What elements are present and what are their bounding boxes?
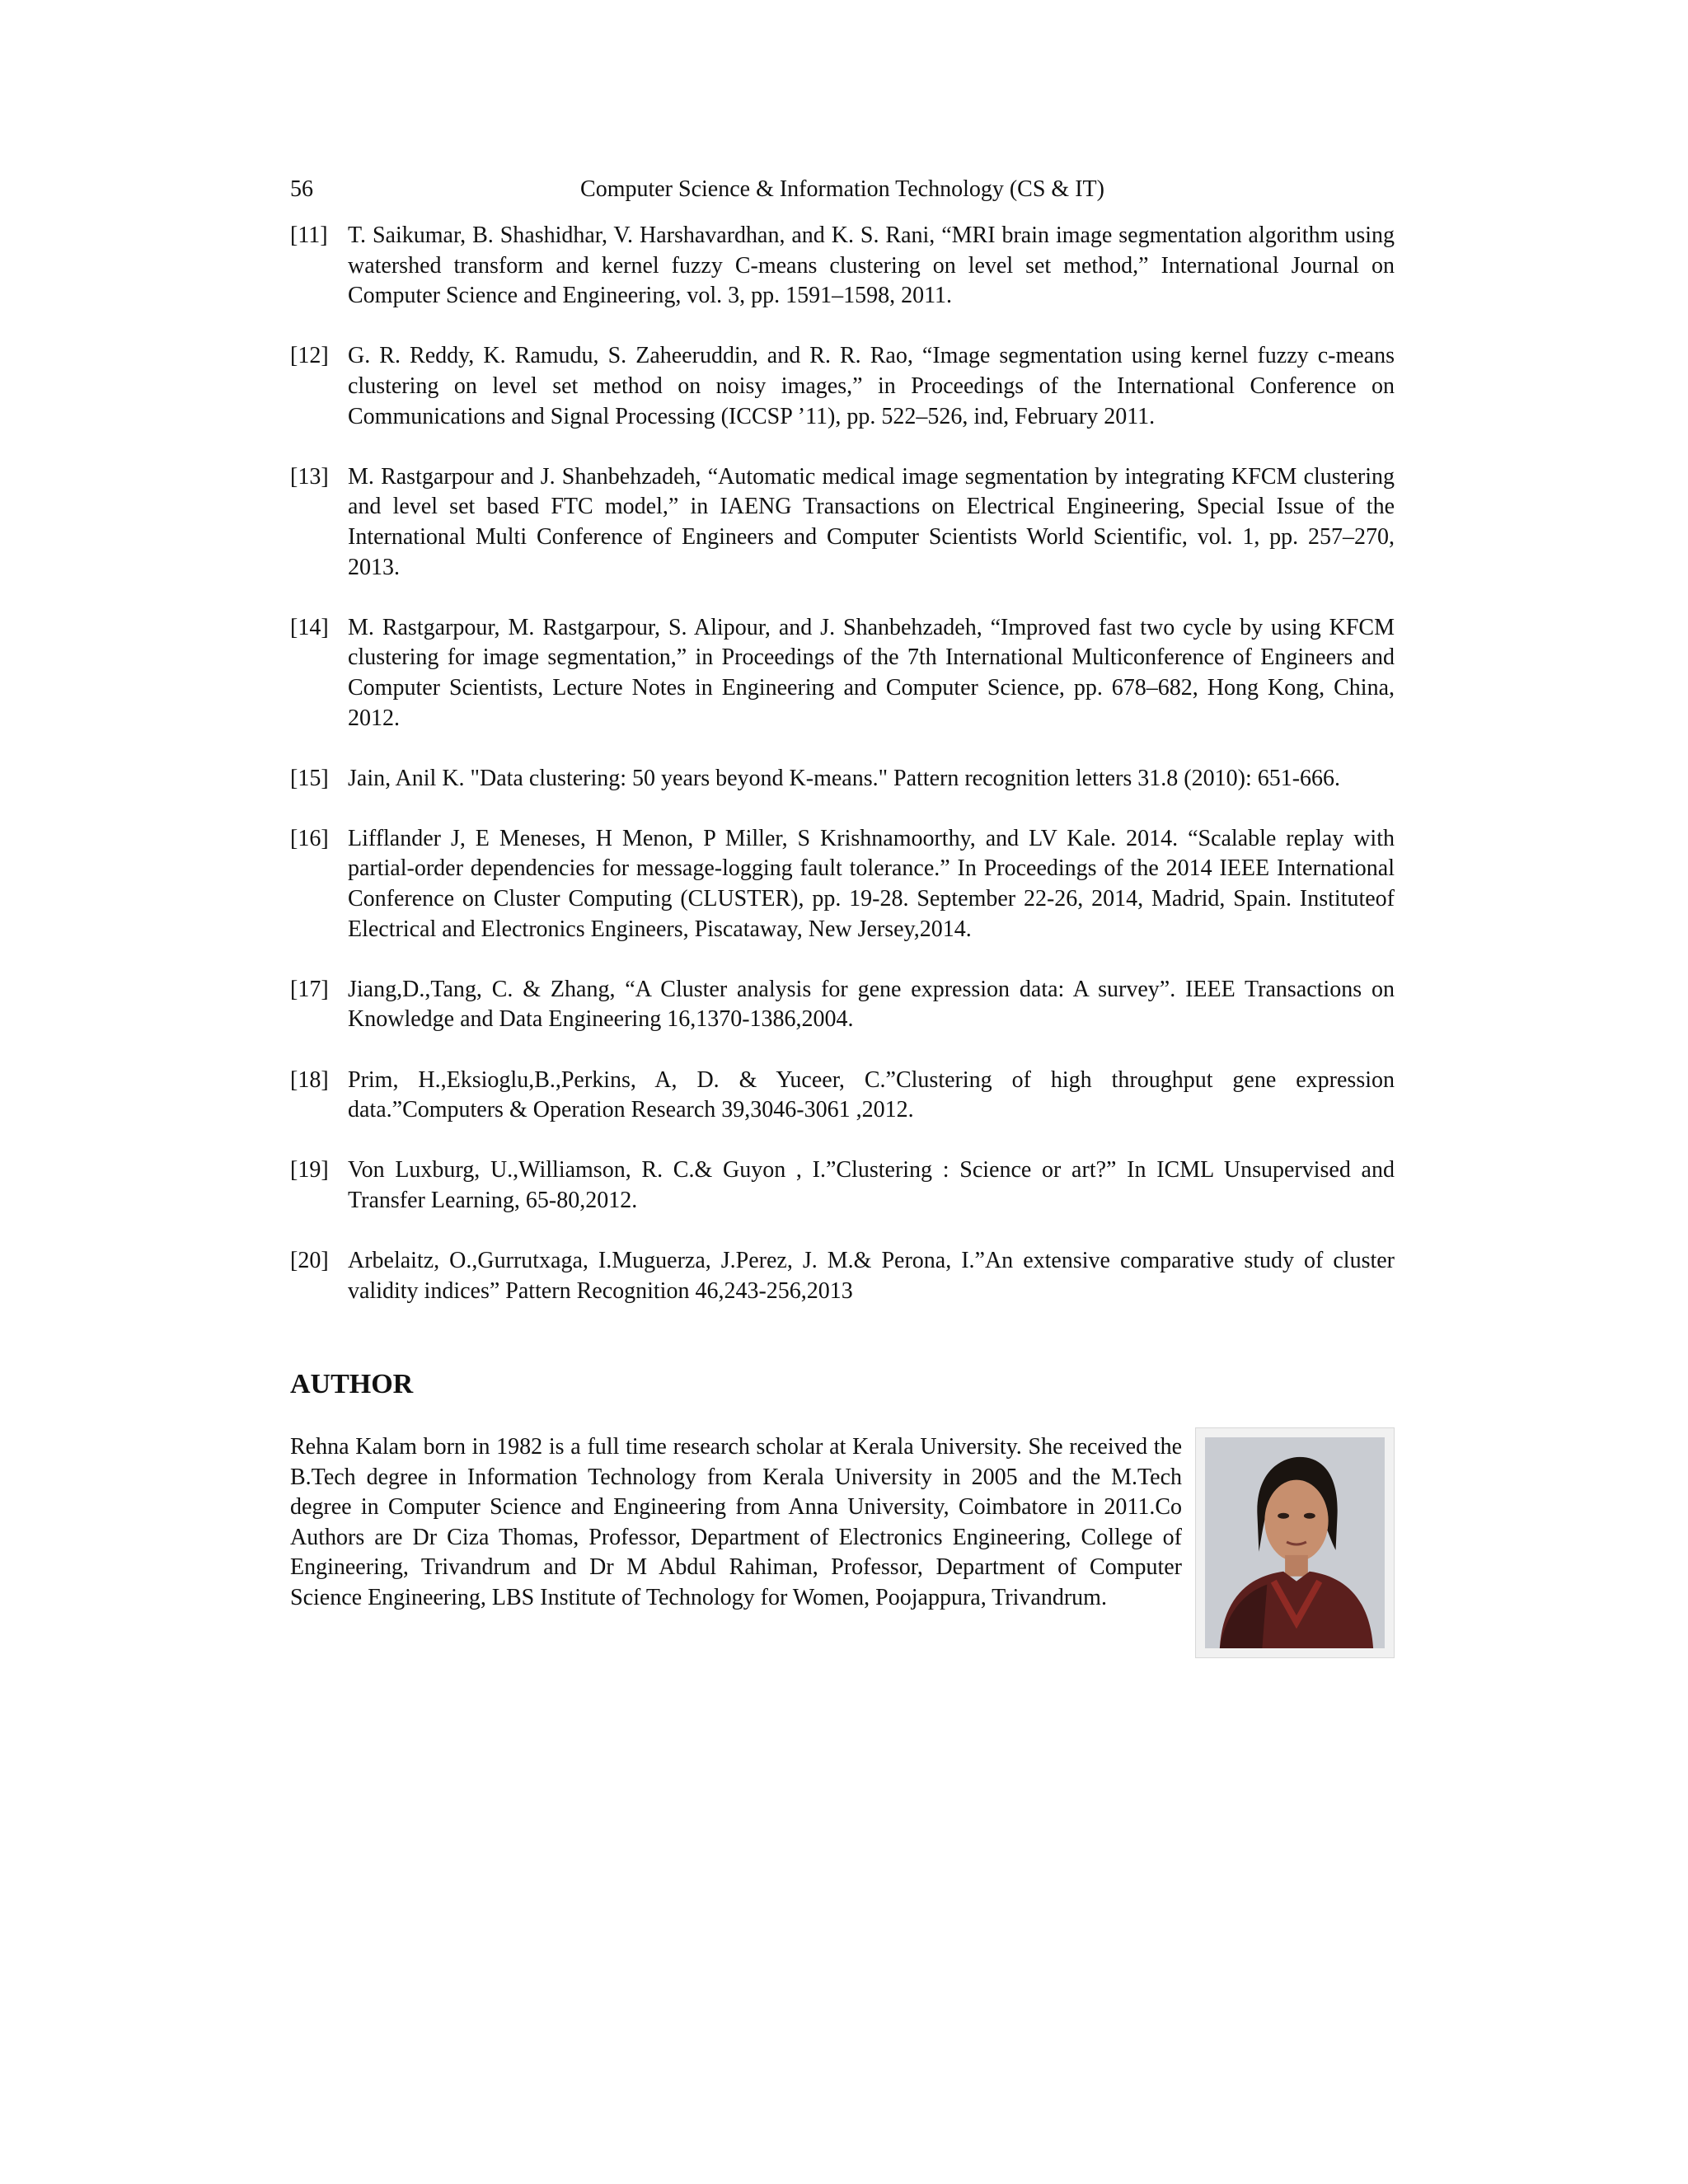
- author-bio: Rehna Kalam born in 1982 is a full time research scholar at Kerala University. She received the B.Tech degree in Information Technology from Kerala University in 2005 and the M.Tech degree in Computer Science and Engineering from Anna University, Coimbatore in 2011.Co Authors are Dr Ciza Thomas, Professor, Department of Electronics Engineering, College of Engineering, Trivandrum and Dr M Abdul Rahiman, Professor, Department of Computer Science Engineering, LBS Institute of Technology for Women, Poojappura, Trivandrum.: [290, 1434, 1182, 1610]
- reference-number: [15]: [290, 765, 329, 791]
- reference-text: Arbelaitz, O.,Gurrutxaga, I.Muguerza, J.Perez, J. M.& Perona, I.”An extensive comparative study of cluster validity indices” Pattern Recognition 46,243-256,2013: [348, 1248, 1395, 1304]
- reference-item: [290, 462, 1395, 583]
- reference-number: [17]: [290, 976, 329, 1002]
- reference-item: [290, 1155, 1395, 1216]
- reference-number: [18]: [290, 1066, 329, 1093]
- reference-item: [290, 975, 1395, 1035]
- reference-item: [290, 824, 1395, 944]
- reference-number: [19]: [290, 1157, 329, 1183]
- page-number: 56: [290, 176, 313, 202]
- photo-face: [1264, 1480, 1328, 1562]
- reference-text: Lifflander J, E Meneses, H Menon, P Miller, S Krishnamoorthy, and LV Kale. 2014. “Scalable replay with partial-order dependencies for message-logging fault tolerance.” In Proceedings of the 2014 IEEE International Conference on Cluster Computing (CLUSTER), pp. 19-28. September 22-26, 2014, Madrid, Spain. Instituteof Electrical and Electronics Engineers, Piscataway, New Jersey,2014.: [348, 825, 1395, 942]
- reference-item: [290, 1066, 1395, 1126]
- author-photo: [1195, 1427, 1395, 1658]
- reference-text: Jiang,D.,Tang, C. & Zhang, “A Cluster analysis for gene expression data: A survey”. IEEE Transactions on Knowledge and Data Engineering 16,1370-1386,2004.: [348, 976, 1395, 1033]
- photo-right-eye: [1304, 1513, 1315, 1519]
- reference-item: [290, 221, 1395, 312]
- photo-neck: [1285, 1555, 1308, 1577]
- running-title: Computer Science & Information Technology (CS & IT): [580, 176, 1104, 202]
- reference-list: [290, 221, 1395, 1337]
- reference-item: [290, 764, 1395, 794]
- reference-number: [14]: [290, 614, 329, 640]
- page-header: [290, 173, 1395, 206]
- reference-item: [290, 341, 1395, 432]
- author-portrait-icon: [1205, 1437, 1385, 1648]
- reference-text: G. R. Reddy, K. Ramudu, S. Zaheeruddin, and R. R. Rao, “Image segmentation using kernel fuzzy c-means clustering on level set method on noisy images,” in Proceedings of the International Conference on Communications and Signal Processing (ICCSP ’11), pp. 522–526, ind, February 2011.: [348, 343, 1395, 429]
- reference-text: T. Saikumar, B. Shashidhar, V. Harshavardhan, and K. S. Rani, “MRI brain image segmentation algorithm using watershed transform and kernel fuzzy C-means clustering on level set method,” International Journal on Computer Science and Engineering, vol. 3, pp. 1591–1598, 2011.: [348, 223, 1395, 309]
- photo-left-eye: [1278, 1513, 1289, 1519]
- reference-text: M. Rastgarpour, M. Rastgarpour, S. Alipour, and J. Shanbehzadeh, “Improved fast two cycle by using KFCM clustering for image segmentation,” in Proceedings of the 7th International Multiconference of Engineers and Computer Scientists, Lecture Notes in Engineering and Computer Science, pp. 678–682, Hong Kong, China, 2012.: [348, 614, 1395, 731]
- reference-number: [12]: [290, 343, 329, 369]
- reference-number: [20]: [290, 1248, 329, 1274]
- author-section-title: AUTHOR: [290, 1369, 414, 1399]
- reference-text: Von Luxburg, U.,Williamson, R. C.& Guyon , I.”Clustering : Science or art?” In ICML Unsupervised and Transfer Learning, 65-80,2012.: [348, 1157, 1395, 1213]
- reference-number: [11]: [290, 223, 328, 248]
- reference-text: M. Rastgarpour and J. Shanbehzadeh, “Automatic medical image segmentation by integrating KFCM clustering and level set based FTC model,” in IAENG Transactions on Electrical Engineering, Special Issue of the International Multi Conference of Engineers and Computer Scientists World Scientific, vol. 1, pp. 257–270, 2013.: [348, 463, 1395, 580]
- reference-number: [13]: [290, 463, 329, 490]
- reference-number: [16]: [290, 825, 329, 851]
- reference-text: Prim, H.,Eksioglu,B.,Perkins, A, D. & Yuceer, C.”Clustering of high throughput gene expression data.”Computers & Operation Research 39,3046-3061 ,2012.: [348, 1066, 1395, 1123]
- reference-item: [290, 1246, 1395, 1306]
- reference-item: [290, 613, 1395, 733]
- reference-text: Jain, Anil K. "Data clustering: 50 years beyond K-means." Pattern recognition letters 31.8 (2010): 651-666.: [348, 765, 1341, 791]
